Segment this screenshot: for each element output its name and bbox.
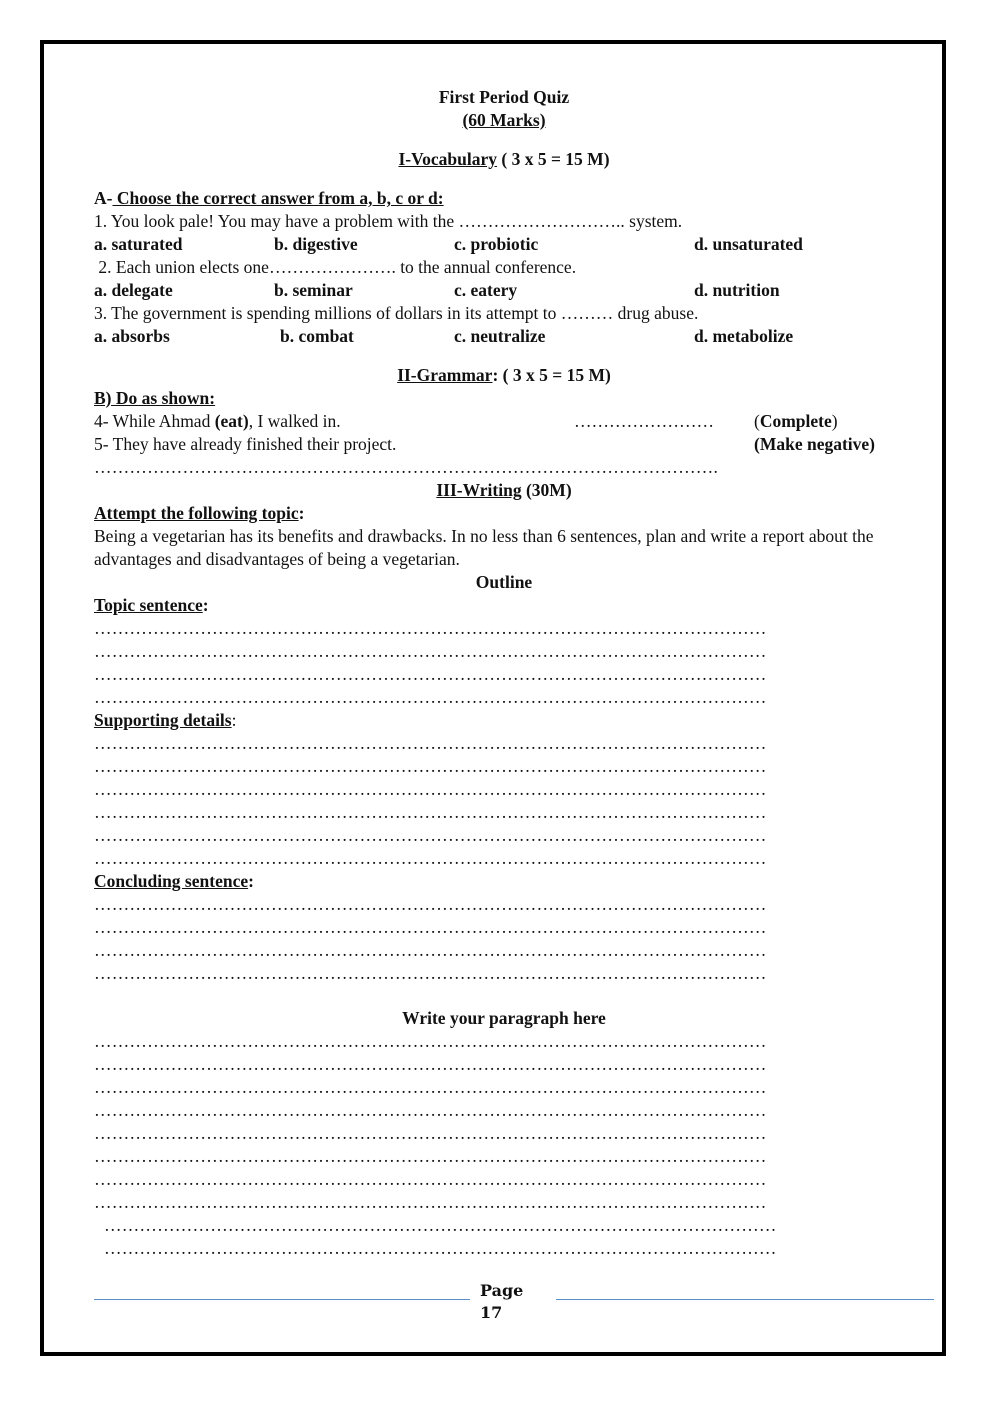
supporting-line-4[interactable]: …………………………………………………………………………………………………… (94, 802, 767, 822)
paragraph-line-9[interactable]: …………………………………………………………………………………………………… (104, 1215, 777, 1235)
option-a: a. delegate (94, 280, 173, 300)
page-label: Page (480, 1281, 524, 1300)
colon: : (231, 710, 237, 730)
quiz-content (94, 86, 914, 1260)
q4-post: , I walked in. (248, 411, 341, 431)
concluding-line-4[interactable]: …………………………………………………………………………………………………… (94, 963, 767, 983)
supporting-line-6[interactable]: …………………………………………………………………………………………………… (94, 848, 767, 868)
question-2: 2. Each union elects one…………………. to the annual conference. (94, 257, 577, 277)
paragraph-line-1[interactable]: …………………………………………………………………………………………………… (94, 1031, 767, 1051)
paren-open: ( (754, 411, 760, 431)
quiz-title: First Period Quiz (438, 87, 570, 107)
paragraph-line-7[interactable]: …………………………………………………………………………………………………… (94, 1169, 767, 1189)
topic-line-2[interactable]: …………………………………………………………………………………………………… (94, 641, 767, 661)
vocabulary-title: I-Vocabulary (398, 149, 497, 169)
supporting-label-text: Supporting details (94, 710, 232, 730)
q4-pre: 4- While Ahmad (94, 411, 215, 431)
question-2-options (94, 279, 914, 302)
colon: : (248, 871, 254, 891)
question-3-options (94, 325, 914, 348)
writing-title: III-Writing (436, 480, 522, 500)
question-4 (94, 410, 914, 433)
outline-title: Outline (475, 572, 533, 592)
grammar-instruction: B) Do as shown: (94, 388, 216, 408)
concluding-line-2[interactable]: …………………………………………………………………………………………………… (94, 917, 767, 937)
page-footer (94, 1278, 934, 1328)
vocabulary-heading (94, 148, 914, 171)
concluding-sentence-label (94, 870, 914, 893)
supporting-line-3[interactable]: …………………………………………………………………………………………………… (94, 779, 767, 799)
instruction-text: Choose the correct answer from a, b, c or d: (112, 188, 444, 208)
question-4-task (754, 410, 914, 433)
q4-verb: (eat) (214, 411, 249, 431)
topic-line-3[interactable]: …………………………………………………………………………………………………… (94, 664, 767, 684)
paragraph-line-6[interactable]: …………………………………………………………………………………………………… (94, 1146, 767, 1166)
question-5-task: (Make negative) (754, 434, 876, 454)
quiz-marks: (60 Marks) (462, 110, 546, 130)
concluding-line-3[interactable]: …………………………………………………………………………………………………… (94, 940, 767, 960)
writing-prompt: Being a vegetarian has its benefits and drawbacks. In no less than 6 sentences, plan and write a report about the advantages and disadvantages of being a vegetarian. (94, 526, 874, 569)
topic-label-text: Topic sentence (94, 595, 203, 615)
option-d: d. metabolize (694, 326, 794, 346)
instruction-prefix: A- (94, 188, 113, 208)
option-d: d. unsaturated (694, 234, 803, 254)
question-1-options (94, 233, 914, 256)
vocabulary-instruction (94, 187, 914, 210)
colon: : (298, 503, 305, 523)
question-5-answer-line[interactable]: ……………………………………………………………………………………………. (94, 457, 719, 477)
writing-heading (94, 479, 914, 502)
option-b: b. seminar (274, 280, 353, 300)
question-4-blank[interactable]: …………………… (574, 411, 714, 431)
writing-score: (30M) (521, 480, 572, 500)
supporting-line-2[interactable]: …………………………………………………………………………………………………… (94, 756, 767, 776)
paragraph-line-4[interactable]: …………………………………………………………………………………………………… (94, 1100, 767, 1120)
writing-instruction-text: Attempt the following topic (94, 503, 299, 523)
option-c: c. neutralize (454, 326, 546, 346)
question-5-text: 5- They have already finished their project. (94, 434, 397, 454)
paragraph-line-8[interactable]: …………………………………………………………………………………………………… (94, 1192, 767, 1212)
topic-line-4[interactable]: …………………………………………………………………………………………………… (94, 687, 767, 707)
option-b: b. combat (280, 326, 354, 346)
option-c: c. eatery (454, 280, 518, 300)
option-a: a. saturated (94, 234, 183, 254)
supporting-line-1[interactable]: …………………………………………………………………………………………………… (94, 733, 767, 753)
paragraph-line-2[interactable]: …………………………………………………………………………………………………… (94, 1054, 767, 1074)
vocabulary-score: ( 3 x 5 = 15 M) (497, 149, 610, 169)
writing-instruction (94, 502, 914, 525)
paragraph-title: Write your paragraph here (402, 1008, 606, 1028)
task-complete: Complete (759, 411, 832, 431)
paragraph-line-10[interactable]: …………………………………………………………………………………………………… (104, 1238, 777, 1258)
paren-close: ) (831, 411, 838, 431)
question-3: 3. The government is spending millions of dollars in its attempt to ……… drug abuse. (94, 303, 699, 323)
question-5 (94, 433, 914, 456)
concluding-line-1[interactable]: …………………………………………………………………………………………………… (94, 894, 767, 914)
topic-line-1[interactable]: …………………………………………………………………………………………………… (94, 618, 767, 638)
option-d: d. nutrition (694, 280, 780, 300)
question-4-text (94, 410, 574, 433)
supporting-details-label (94, 709, 914, 732)
footer-rule-left (94, 1299, 470, 1300)
footer-rule-right (556, 1299, 934, 1300)
page-number: 17 (480, 1303, 503, 1322)
option-c: c. probiotic (454, 234, 539, 254)
option-a: a. absorbs (94, 326, 170, 346)
topic-sentence-label (94, 594, 914, 617)
grammar-title: II-Grammar (397, 365, 493, 385)
grammar-heading (94, 364, 914, 387)
paragraph-line-5[interactable]: …………………………………………………………………………………………………… (94, 1123, 767, 1143)
paragraph-line-3[interactable]: …………………………………………………………………………………………………… (94, 1077, 767, 1097)
option-b: b. digestive (274, 234, 358, 254)
supporting-line-5[interactable]: …………………………………………………………………………………………………… (94, 825, 767, 845)
concluding-label-text: Concluding sentence (94, 871, 249, 891)
grammar-score: : ( 3 x 5 = 15 M) (492, 365, 611, 385)
colon: : (202, 595, 209, 615)
question-1: 1. You look pale! You may have a problem with the ……………………….. system. (94, 211, 683, 231)
